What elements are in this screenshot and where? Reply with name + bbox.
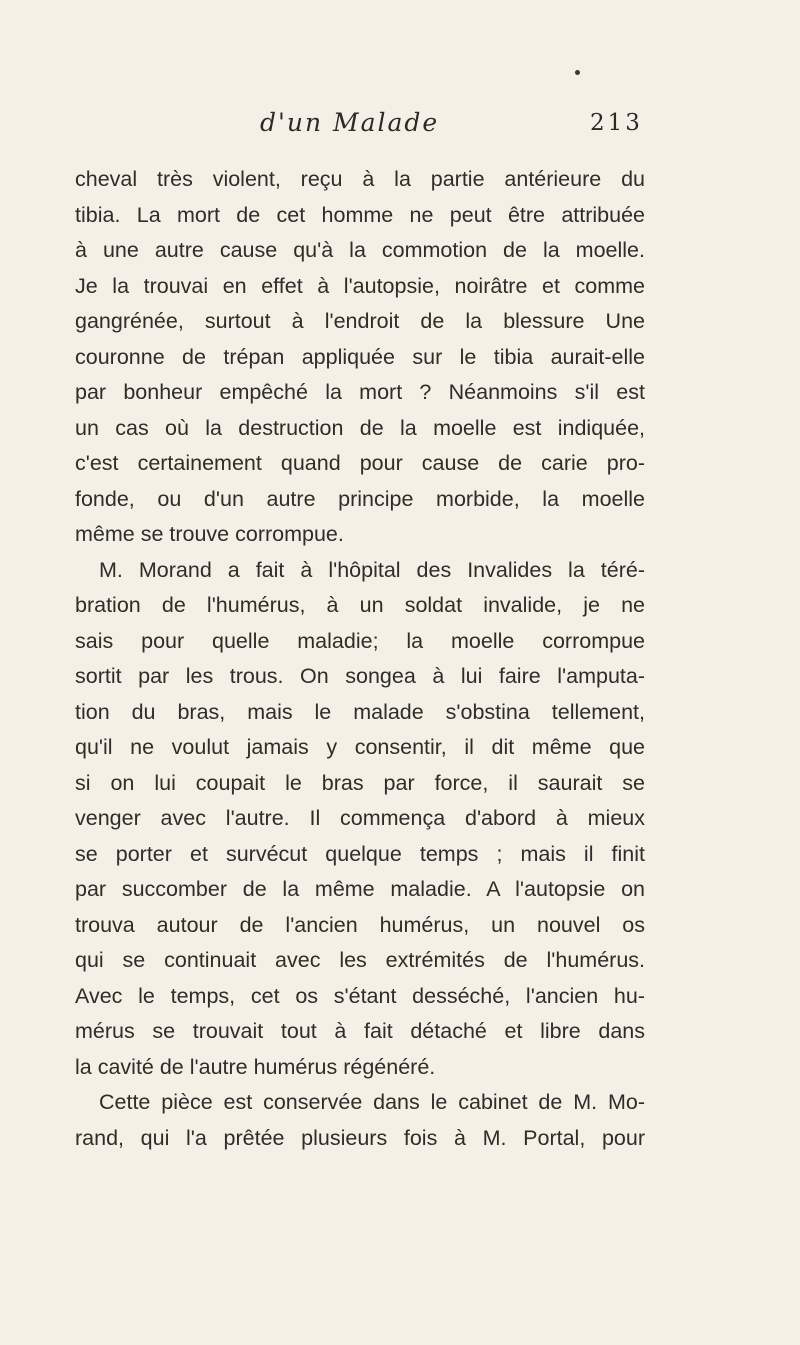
page-number: 213 (590, 110, 643, 136)
text-line: sais pour quelle maladie; la moelle corrompue (75, 628, 645, 653)
text-line: la cavité de l'autre humérus régénéré. (75, 1054, 436, 1079)
text-line: sortit par les trous. On songea à lui faire l'amputa- (75, 664, 645, 688)
text-line: trouva autour de l'ancien humérus, un nouvel os (75, 912, 645, 937)
body-text (75, 162, 645, 1156)
text-line: bration de l'humérus, à un soldat invalide, je ne (75, 593, 645, 617)
text-line: à une autre cause qu'à la commotion de la moelle. (75, 238, 645, 262)
text-line: fonde, ou d'un autre principe morbide, la moelle (75, 486, 645, 511)
text-line: Je la trouvai en effet à l'autopsie, noirâtre et comme (75, 273, 645, 298)
text-line: tibia. La mort de cet homme ne peut être attribuée (75, 202, 645, 227)
text-line: venger avec l'autre. Il commença d'abord à mieux (75, 806, 645, 830)
text-line: cheval très violent, reçu à la partie antérieure du (75, 167, 645, 191)
text-line: par succomber de la même maladie. A l'autopsie on (75, 877, 645, 901)
text-line: Avec le temps, cet os s'étant desséché, l'ancien hu- (75, 983, 645, 1008)
text-line: un cas où la destruction de la moelle est indiquée, (75, 415, 645, 440)
text-line: c'est certainement quand pour cause de carie pro- (75, 451, 645, 475)
text-line: couronne de trépan appliquée sur le tibia aurait-elle (75, 344, 645, 369)
text-line: se porter et survécut quelque temps ; mais il finit (75, 841, 645, 866)
text-line: par bonheur empêché la mort ? Néanmoins s'il est (75, 380, 645, 404)
text-line: M. Morand a fait à l'hôpital des Invalides la téré- (99, 557, 645, 582)
text-line: qu'il ne voulut jamais y consentir, il dit même que (75, 735, 645, 759)
text-line: qui se continuait avec les extrémités de l'humérus. (75, 948, 645, 972)
running-title: d'un Malade (260, 108, 440, 137)
text-line: même se trouve corrompue. (75, 522, 344, 546)
text-line: rand, qui l'a prêtée plusieurs fois à M. Portal, pour (75, 1125, 645, 1150)
ink-speck (575, 70, 580, 75)
text-line: mérus se trouvait tout à fait détaché et libre dans (75, 1019, 645, 1043)
text-line: Cette pièce est conservée dans le cabinet de M. Mo- (99, 1090, 645, 1114)
page-header (260, 108, 660, 148)
text-line: gangrénée, surtout à l'endroit de la blessure Une (75, 309, 645, 333)
text-line: si on lui coupait le bras par force, il saurait se (75, 770, 645, 795)
text-line: tion du bras, mais le malade s'obstina tellement, (75, 699, 645, 724)
